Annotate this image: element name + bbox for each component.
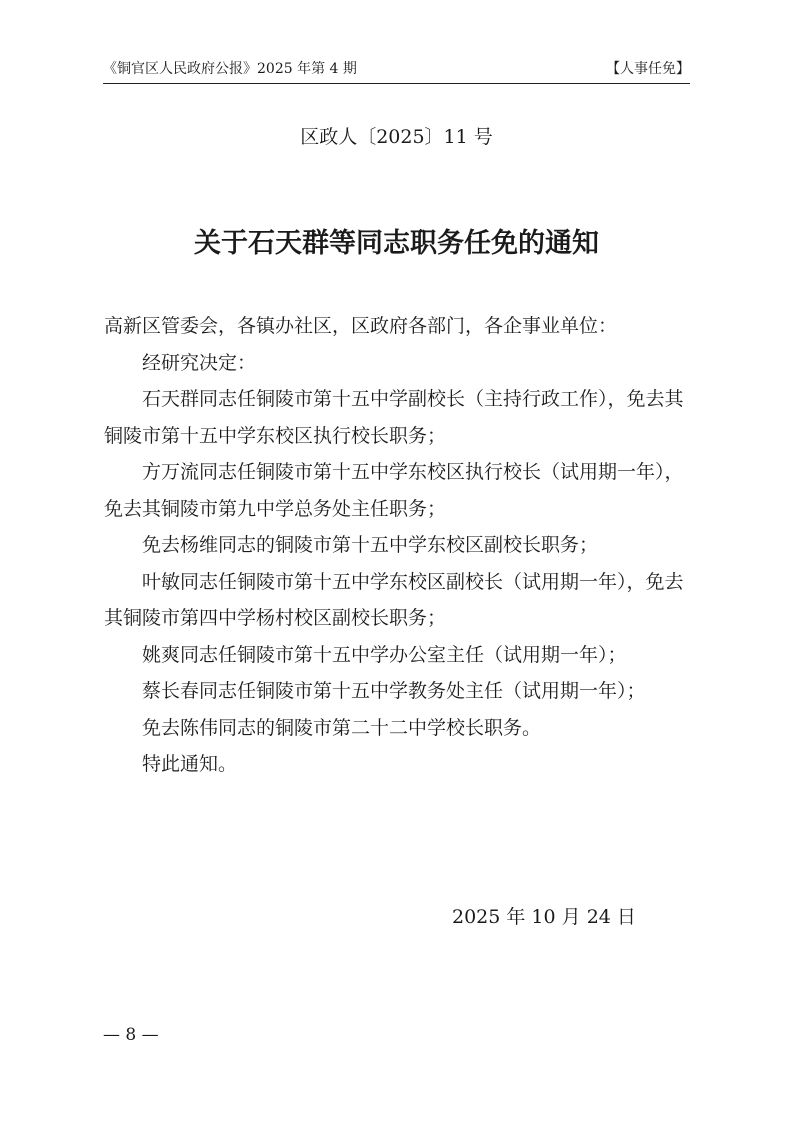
page-header: [103, 58, 690, 80]
document-number: 区政人〔2025〕11 号: [300, 126, 493, 148]
paragraph-appointment: 姚爽同志任铜陵市第十五中学办公室主任（试用期一年）；: [142, 643, 627, 666]
section-label: 【人事任免】: [606, 61, 690, 77]
paragraph-appointment: 叶敏同志任铜陵市第十五中学东校区副校长（试用期一年），免去其铜陵市第四中学杨村校区副校长职务；: [104, 570, 684, 629]
paragraph-closing: 特此通知。: [142, 753, 238, 775]
document-title: 关于石天群等同志职务任免的通知: [194, 228, 599, 259]
paragraph-appointment: 免去陈伟同志的铜陵市第二十二中学校长职务。: [142, 716, 542, 739]
paragraph-decision: 经研究决定：: [142, 351, 257, 374]
paragraph-appointment: 方万流同志任铜陵市第十五中学东校区执行校长（试用期一年），免去其铜陵市第九中学总务处主任职务；: [104, 461, 684, 520]
recipients-line: 高新区管委会，各镇办社区，区政府各部门，各企事业单位：: [104, 315, 618, 337]
page-number: — 8 —: [103, 1025, 159, 1045]
paragraph-appointment: 蔡长春同志任铜陵市第十五中学教务处主任（试用期一年）；: [142, 680, 646, 702]
document-date: 2025 年 10 月 24 日: [452, 906, 636, 928]
header-divider: [103, 83, 690, 84]
document-body: [104, 308, 690, 783]
paragraph-appointment: 免去杨维同志的铜陵市第十五中学东校区副校长职务；: [142, 534, 599, 556]
publication-title: 《铜官区人民政府公报》2025 年第 4 期: [103, 61, 357, 77]
paragraph-appointment: 石天群同志任铜陵市第十五中学副校长（主持行政工作），免去其铜陵市第十五中学东校区执行校长职务；: [104, 388, 684, 447]
